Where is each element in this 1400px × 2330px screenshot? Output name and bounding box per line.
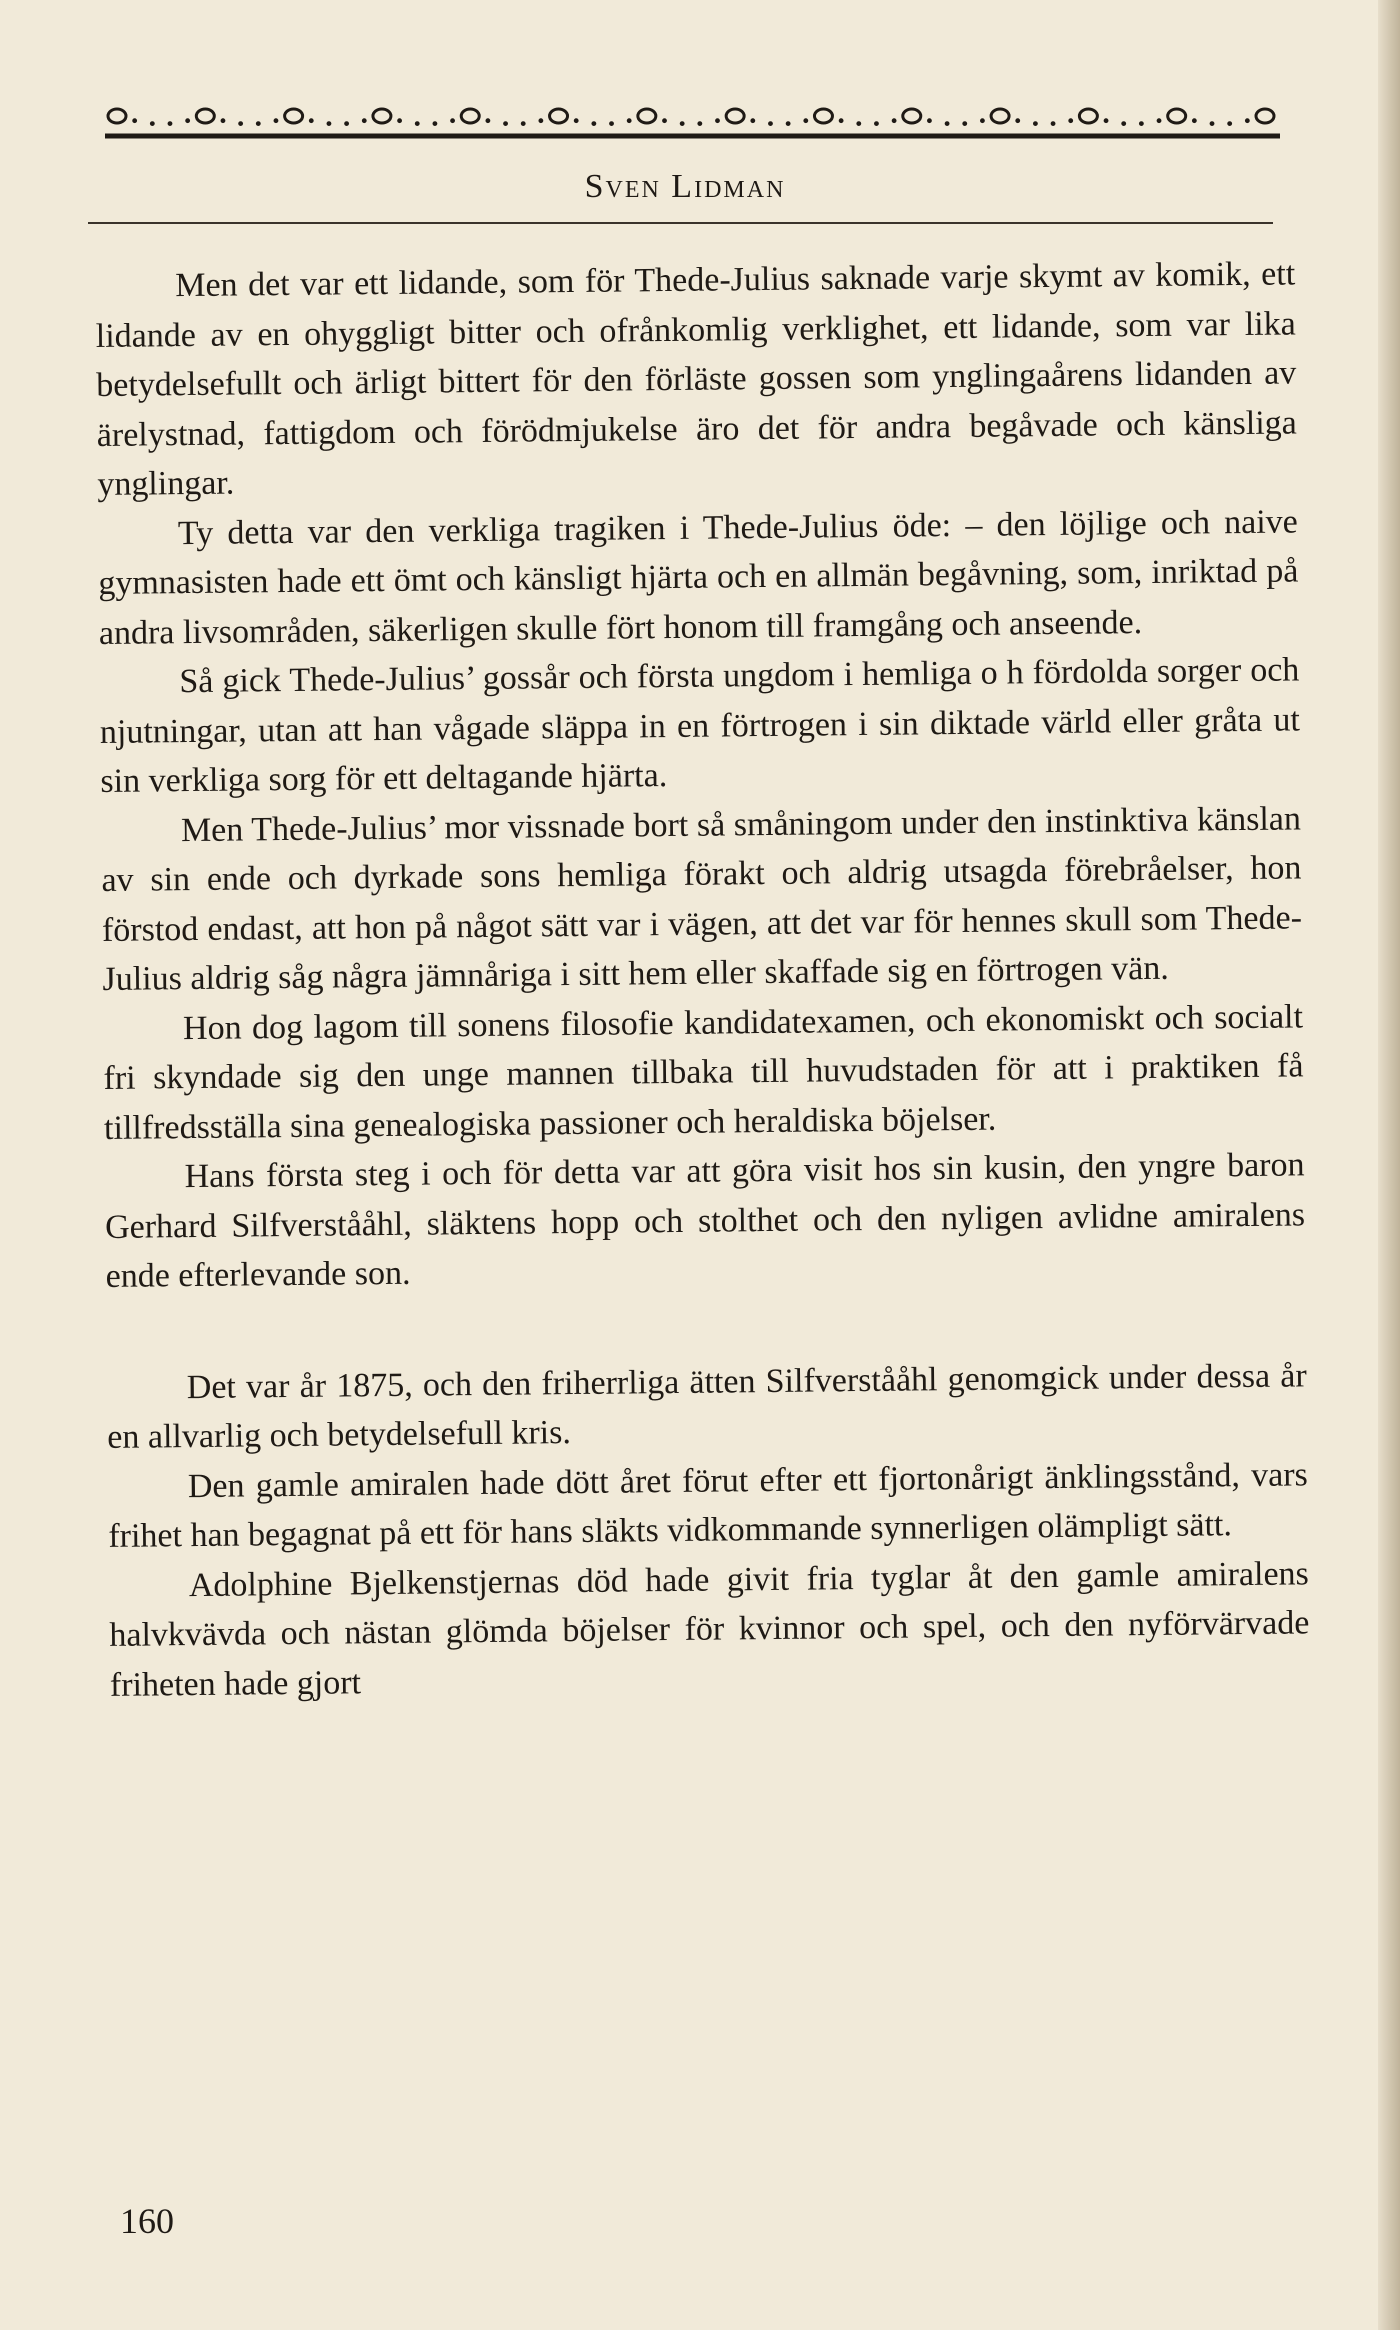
paragraph: Men Thede-Julius’ mor vissnade bort så småningom under den instinktiva känslan av sin ende och dyrkade sons hemliga förakt och aldrig utsagda förebråelser, hon förstod endast, att hon på något sätt var i vägen, att det var för hennes skull som Thede-Julius aldrig såg några jämnåriga i sitt hem eller skaffade sig en förtrogen vän. (101, 799, 1303, 998)
paragraph: Hon dog lagom till sonens filosofie kandidatexamen, och ekonomiskt och socialt fri skyndade sig den unge mannen tillbaka till huvudstaden för att i praktiken få tillfredsställa sina genealogiska passioner och heraldiska böjelser. (103, 997, 1304, 1147)
paragraph: Adolphine Bjelkenstjernas död hade givit fria tyglar åt den gamle amiralens halvkvävda och nästan glömda böjelser för kvinnor och spel, och den nyförvärvade friheten hade gjort (109, 1554, 1310, 1704)
paragraph: Men det var ett lidande, som för Thede-Julius saknade varje skymt av komik, ett lidande av en ohyggligt bitter och ofrånkomlig verklighet, ett lidande, som var lika betydelsefullt och ärligt bittert för den förläste gossen som ynglingaårens lidanden av ärelystnad, fattigdom och förödmjukelse äro det för andra begåvade och känsliga ynglingar. (95, 255, 1297, 503)
paragraph: Den gamle amiralen hade dött året förut efter ett fjortonårigt änklingsstånd, vars frihet han begagnat på ett för hans släkts vidkommande synnerligen olämpligt sätt. (108, 1455, 1308, 1555)
text-body (95, 249, 1310, 1709)
paragraph: Så gick Thede-Julius’ gossår och första ungdom i hemliga o h fördolda sorger och njutningar, utan att han vågade släppa in en förtrogen i sin diktade värld eller gråta ut sin verkliga sorg för ett deltagande hjärta. (99, 651, 1301, 800)
running-head: Sven Lidman (584, 168, 786, 205)
chain-ornament-icon (95, 96, 1285, 144)
page-number: 160 (120, 2201, 174, 2241)
paragraph: Hans första steg i och för detta var att göra visit hos sin kusin, den yngre baron Gerhard Silfverstååhl, släktens hopp och stolthet och den nyligen avlidne amiralens ende efterlevande son. (104, 1146, 1306, 1295)
paragraph: Ty detta var den verkliga tragiken i Thede-Julius öde: – den löjlige och naive gymnasisten hade ett ömt och känsligt hjärta och en allmän begåvning, som, inriktad på andra livsområden, säkerligen skulle fört honom till framgång och anseende. (98, 502, 1299, 652)
paragraph: Det var år 1875, och den friherrliga ätten Silfverstååhl genomgick under dessa år en allvarlig och betydelsefull kris. (107, 1356, 1307, 1456)
header-rule (88, 222, 1273, 224)
page-edge (1378, 0, 1400, 2330)
